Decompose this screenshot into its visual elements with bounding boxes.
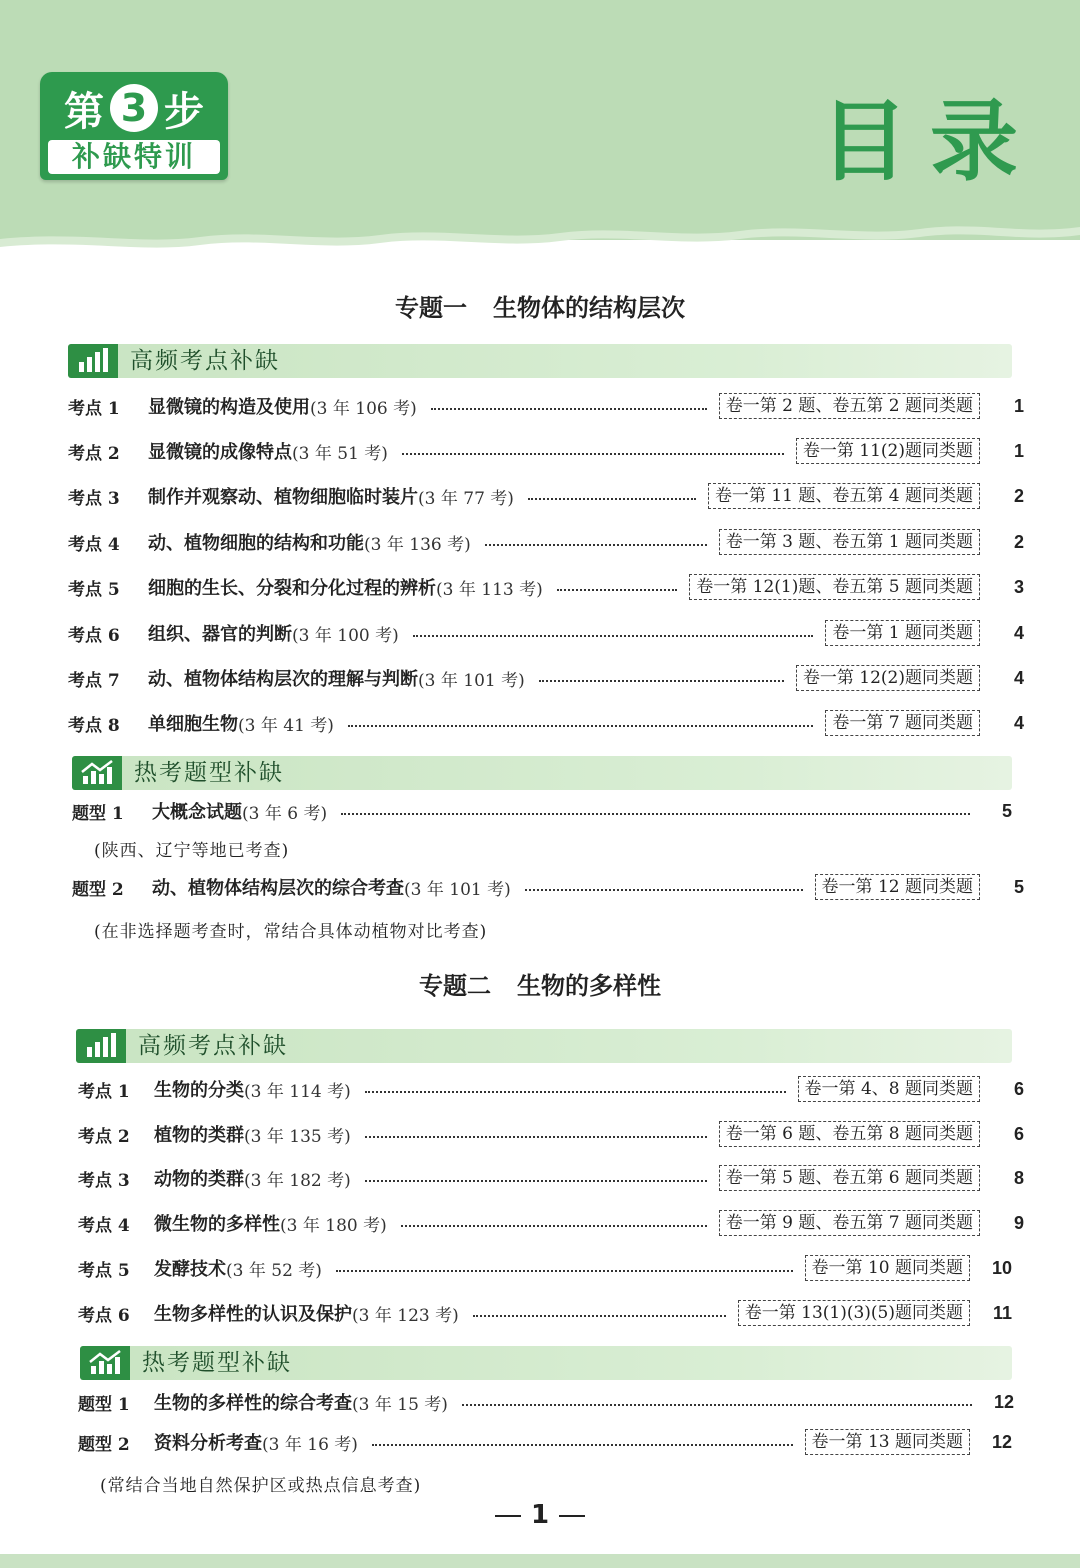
item-code: 考点 8 [68, 715, 120, 736]
toc-row[interactable] [78, 1387, 1014, 1417]
toc-row[interactable] [72, 796, 1012, 826]
dot-leader [413, 635, 814, 637]
reference-box: 卷一第 12 题同类题 [815, 874, 980, 900]
page-number: 8 [1013, 1167, 1024, 1188]
item-note: (陕西、辽宁等地已考查) [94, 841, 290, 861]
section-label: 高频考点补缺 [130, 348, 280, 374]
dot-leader [462, 1404, 972, 1406]
reference-box: 卷一第 11 题、卷五第 4 题同类题 [708, 483, 980, 509]
item-title: 组织、器官的判断 [148, 624, 292, 645]
item-count: (3 年 113 考) [436, 579, 543, 600]
item-count: (3 年 136 考) [364, 534, 471, 555]
footer-page-number [0, 1500, 1080, 1530]
item-code: 考点 5 [78, 1260, 130, 1281]
bottom-band [0, 1554, 1080, 1568]
topic-1-number: 专题一 [395, 293, 467, 322]
item-count: (3 年 180 考) [280, 1215, 387, 1236]
section-bar-hot-types [72, 756, 1012, 790]
item-code: 考点 3 [68, 488, 120, 509]
item-title: 动物的类群 [154, 1169, 244, 1190]
item-title: 动、植物细胞的结构和功能 [148, 533, 364, 554]
item-title: 显微镜的构造及使用 [148, 397, 310, 418]
topic-1-name: 生物体的结构层次 [493, 293, 685, 322]
toc-row[interactable] [68, 527, 1024, 557]
topic-2-name: 生物的多样性 [517, 971, 661, 1000]
item-note: (常结合当地自然保护区或热点信息考查) [100, 1476, 422, 1496]
item-count: (3 年 106 考) [310, 398, 417, 419]
reference-box: 卷一第 11(2)题同类题 [796, 438, 980, 464]
reference-box: 卷一第 12(1)题、卷五第 5 题同类题 [689, 574, 980, 600]
dot-leader [528, 498, 696, 500]
topic-2-number: 专题二 [419, 971, 491, 1000]
bar-chart-icon [68, 344, 118, 378]
page-number: 10 [991, 1257, 1012, 1278]
bar-chart-icon [76, 1029, 126, 1063]
toc-row[interactable] [78, 1074, 1024, 1104]
item-title: 生物的多样性的综合考查 [154, 1393, 352, 1414]
reference-box: 卷一第 13(1)(3)(5)题同类题 [738, 1300, 970, 1326]
item-count: (3 年 182 考) [244, 1170, 351, 1191]
item-code: 考点 3 [78, 1170, 130, 1191]
item-count: (3 年 123 考) [352, 1305, 459, 1326]
item-title: 制作并观察动、植物细胞临时装片 [148, 487, 418, 508]
item-code: 考点 5 [68, 579, 120, 600]
item-code: 题型 1 [72, 803, 124, 824]
item-code: 考点 6 [68, 625, 120, 646]
dot-leader [365, 1136, 707, 1138]
topic-2-title [0, 966, 1080, 1001]
item-count: (3 年 15 考) [352, 1394, 448, 1415]
dot-leader [365, 1091, 786, 1093]
dot-leader [341, 813, 970, 815]
page-number: 2 [1013, 531, 1024, 552]
reference-box: 卷一第 13 题同类题 [805, 1429, 970, 1455]
item-count: (3 年 41 考) [238, 715, 334, 736]
dot-leader [473, 1315, 726, 1317]
toc-row[interactable] [78, 1119, 1024, 1149]
reference-box: 卷一第 9 题、卷五第 7 题同类题 [719, 1210, 980, 1236]
item-count: (3 年 100 考) [292, 625, 399, 646]
step-heading [40, 80, 228, 136]
page-number: 11 [992, 1302, 1012, 1323]
dash-right [559, 1515, 585, 1517]
header-torn-edge [0, 215, 1080, 255]
trend-chart-icon [72, 756, 122, 790]
page-number: 12 [991, 1431, 1012, 1452]
reference-box: 卷一第 3 题、卷五第 1 题同类题 [719, 529, 980, 555]
toc-row[interactable] [78, 1427, 1012, 1457]
item-count: (3 年 114 考) [244, 1081, 351, 1102]
reference-box: 卷一第 6 题、卷五第 8 题同类题 [719, 1121, 980, 1147]
toc-row[interactable] [68, 481, 1024, 511]
item-title: 微生物的多样性 [154, 1214, 280, 1235]
page-number: 6 [1013, 1078, 1024, 1099]
dot-leader [402, 453, 784, 455]
dash-left [495, 1515, 521, 1517]
page-number: 4 [1013, 622, 1024, 643]
dot-leader [336, 1270, 793, 1272]
item-title: 大概念试题 [152, 802, 242, 823]
step-prefix: 第 [64, 88, 104, 135]
reference-box: 卷一第 10 题同类题 [805, 1255, 970, 1281]
item-title: 生物的分类 [154, 1080, 244, 1101]
item-code: 考点 2 [68, 443, 120, 464]
item-title: 单细胞生物 [148, 714, 238, 735]
reference-box: 卷一第 4、8 题同类题 [798, 1076, 980, 1102]
toc-row[interactable] [68, 663, 1024, 693]
toc-row[interactable] [68, 436, 1024, 466]
reference-box: 卷一第 12(2)题同类题 [796, 665, 980, 691]
section-bar-high-frequency [76, 1029, 1012, 1063]
reference-box: 卷一第 7 题同类题 [825, 710, 980, 736]
item-count: (3 年 51 考) [292, 443, 388, 464]
page-number: 9 [1013, 1212, 1024, 1233]
dot-leader [365, 1180, 707, 1182]
dot-leader [525, 889, 803, 891]
page-title: 目录 [820, 90, 1041, 193]
item-code: 考点 7 [68, 670, 120, 691]
reference-box: 卷一第 5 题、卷五第 6 题同类题 [719, 1165, 980, 1191]
step-suffix: 步 [164, 88, 204, 135]
toc-row[interactable] [78, 1253, 1012, 1283]
section-label: 热考题型补缺 [142, 1350, 292, 1376]
item-title: 资料分析考查 [154, 1433, 262, 1454]
page-number: 6 [1013, 1123, 1024, 1144]
section-bar-hot-types [80, 1346, 1012, 1380]
item-title: 发酵技术 [154, 1259, 226, 1280]
dot-leader [401, 1225, 707, 1227]
item-count: (3 年 135 考) [244, 1126, 351, 1147]
page-number: 3 [1013, 576, 1024, 597]
page-number: 5 [1001, 800, 1012, 821]
reference-box: 卷一第 1 题同类题 [825, 620, 980, 646]
section-label: 热考题型补缺 [134, 760, 284, 786]
section-label: 高频考点补缺 [138, 1033, 288, 1059]
topic-1-title [0, 288, 1080, 323]
item-count: (3 年 101 考) [418, 670, 525, 691]
toc-row[interactable] [78, 1298, 1012, 1328]
item-count: (3 年 52 考) [226, 1260, 322, 1281]
item-note: (在非选择题考查时，常结合具体动植物对比考查) [94, 922, 488, 942]
page-number: 12 [993, 1391, 1014, 1412]
step-subtitle: 补缺特训 [48, 140, 220, 174]
page-number: 5 [1013, 876, 1024, 897]
item-code: 题型 2 [78, 1434, 130, 1455]
trend-chart-icon [80, 1346, 130, 1380]
item-title: 显微镜的成像特点 [148, 442, 292, 463]
dot-leader [539, 680, 784, 682]
item-code: 考点 1 [78, 1081, 130, 1102]
toc-row[interactable] [68, 391, 1024, 421]
item-code: 考点 4 [68, 534, 120, 555]
item-code: 题型 2 [72, 879, 124, 900]
toc-row[interactable] [78, 1163, 1024, 1193]
dot-leader [348, 725, 813, 727]
toc-row[interactable] [68, 708, 1024, 738]
item-title: 动、植物体结构层次的综合考查 [152, 878, 404, 899]
page-number: 4 [1013, 712, 1024, 733]
toc-row[interactable] [72, 872, 1024, 902]
item-count: (3 年 101 考) [404, 879, 511, 900]
item-count: (3 年 6 考) [242, 803, 328, 824]
dot-leader [431, 408, 707, 410]
item-title: 植物的类群 [154, 1125, 244, 1146]
page-number: 4 [1013, 667, 1024, 688]
page-number-value: 1 [530, 1500, 550, 1530]
item-count: (3 年 16 考) [262, 1434, 358, 1455]
step-number-circle: 3 [110, 84, 158, 132]
toc-row[interactable] [78, 1208, 1024, 1238]
item-code: 考点 1 [68, 398, 120, 419]
section-bar-high-frequency [68, 344, 1012, 378]
item-title: 动、植物体结构层次的理解与判断 [148, 669, 418, 690]
item-code: 考点 4 [78, 1215, 130, 1236]
dot-leader [372, 1444, 793, 1446]
page-number: 1 [1013, 395, 1024, 416]
toc-row[interactable] [68, 618, 1024, 648]
reference-box: 卷一第 2 题、卷五第 2 题同类题 [719, 393, 980, 419]
page-number: 2 [1013, 485, 1024, 506]
item-title: 生物多样性的认识及保护 [154, 1304, 352, 1325]
dot-leader [557, 589, 678, 591]
item-title: 细胞的生长、分裂和分化过程的辨析 [148, 578, 436, 599]
item-code: 考点 6 [78, 1305, 130, 1326]
item-code: 题型 1 [78, 1394, 130, 1415]
item-code: 考点 2 [78, 1126, 130, 1147]
page-number: 1 [1013, 440, 1024, 461]
item-count: (3 年 77 考) [418, 488, 514, 509]
toc-row[interactable] [68, 572, 1024, 602]
step-badge [40, 72, 228, 180]
dot-leader [485, 544, 707, 546]
